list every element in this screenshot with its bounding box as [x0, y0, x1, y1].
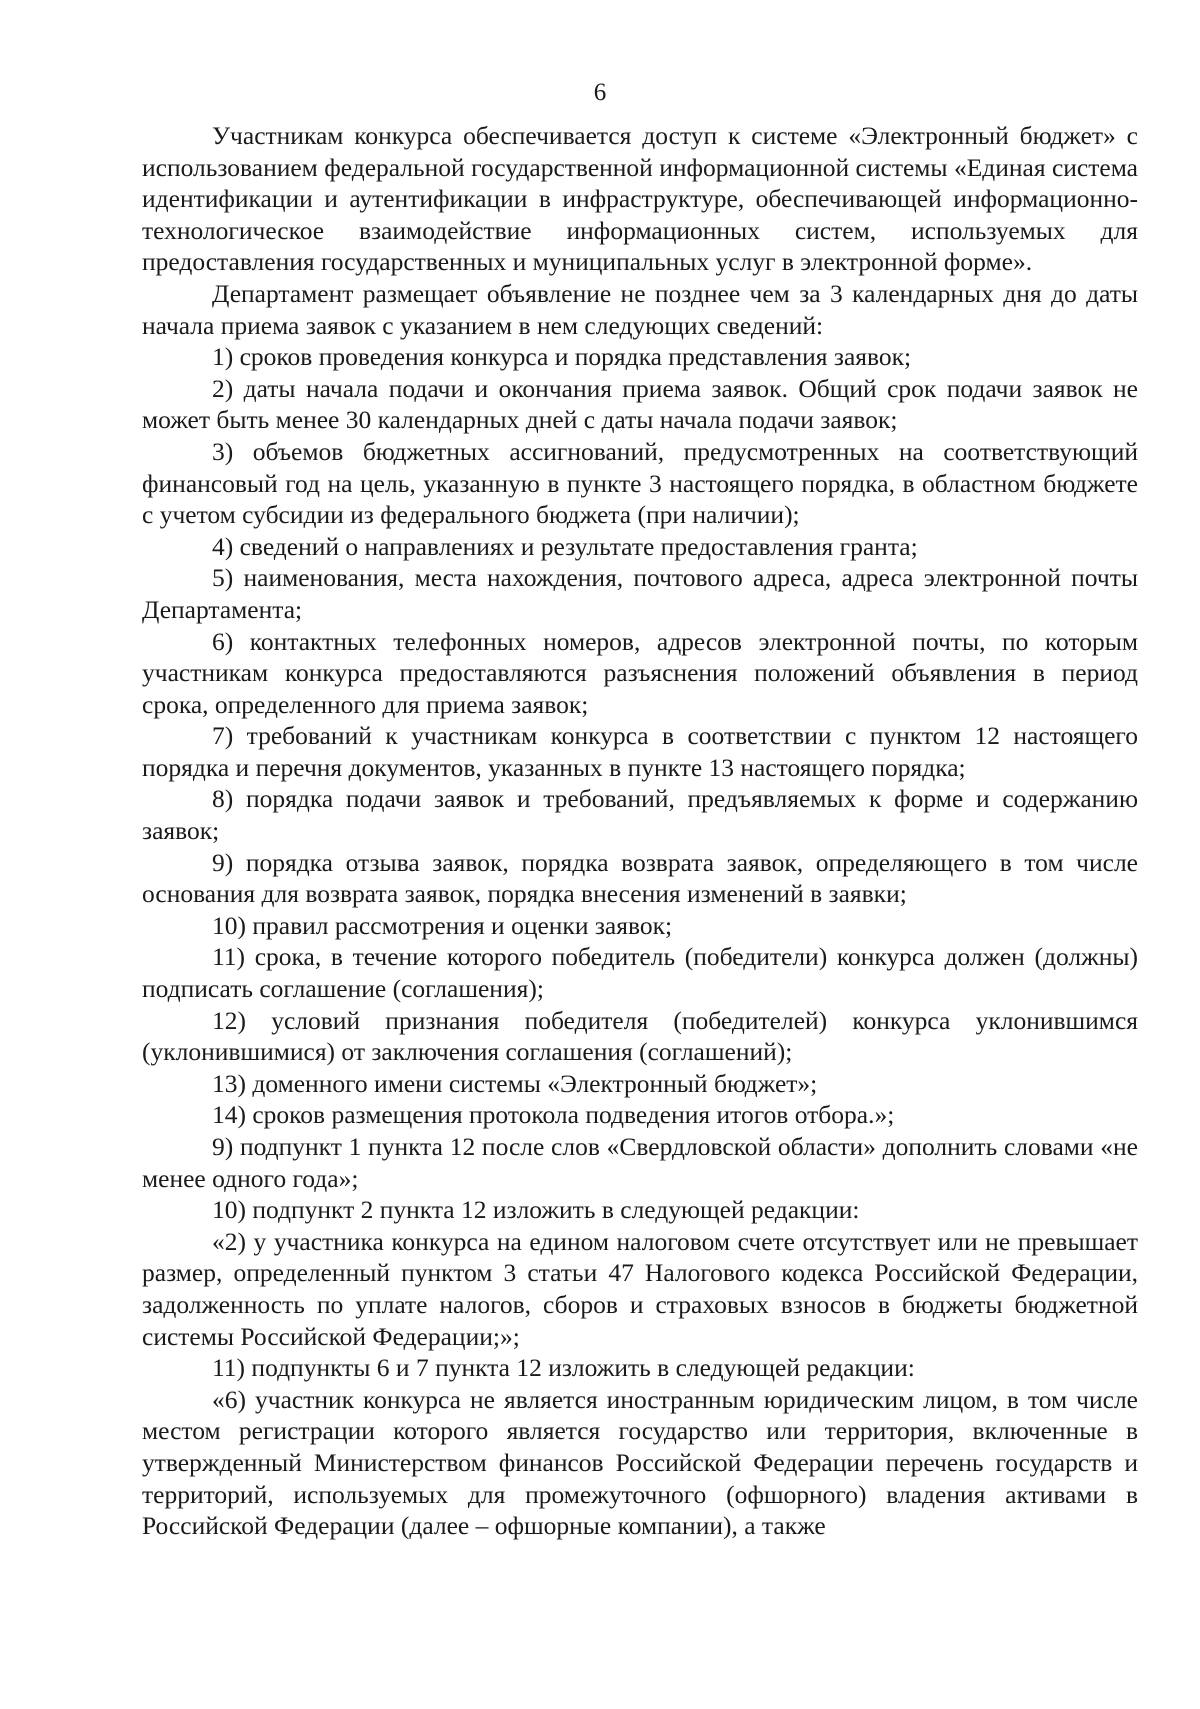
paragraph: Департамент размещает объявление не позднее чем за 3 календарных дня до даты начала приема заявок с указанием в нем следующих сведений: — [142, 278, 1138, 340]
list-item: 9) порядка отзыва заявок, порядка возврата заявок, определяющего в том числе основания для возврата заявок, порядка внесения изменений в заявки; — [142, 847, 1138, 909]
list-item: 13) доменного имени системы «Электронный бюджет»; — [212, 1068, 818, 1098]
list-item: 12) условий признания победителя (победителей) конкурса уклонившимся (уклонившимися) от заключения соглашения (соглашений); — [142, 1005, 1138, 1067]
list-item: 14) сроков размещения протокола подведения итогов отбора.»; — [212, 1100, 895, 1130]
list-item: 10) правил рассмотрения и оценки заявок; — [212, 910, 673, 940]
amendment-item: 11) подпункты 6 и 7 пункта 12 изложить в следующей редакции: — [212, 1353, 915, 1383]
list-item: 1) сроков проведения конкурса и порядка представления заявок; — [212, 342, 912, 372]
document-body — [142, 120, 1138, 1542]
paragraph: Участникам конкурса обеспечивается доступ к системе «Электронный бюджет» с использованием федеральной государственной информационной системы «Единая система идентификации и аутентификации в инфраструктуре, обеспечивающей информационно-технологическое взаимодействие информационных систем, используемых для предоставления государственных и муниципальных услуг в электронной форме». — [142, 121, 1138, 277]
page-number: 6 — [593, 79, 607, 106]
list-item: 8) порядка подачи заявок и требований, предъявляемых к форме и содержанию заявок; — [142, 784, 1138, 846]
amendment-text: «2) у участника конкурса на едином налоговом счете отсутствует или не превышает размер, определенный пунктом 3 статьи 47 Налогового кодекса Российской Федерации, задолженность по уплате налогов, сборов и страховых взносов в бюджеты бюджетной системы Российской Федерации;»; — [142, 1226, 1138, 1351]
list-item: 3) объемов бюджетных ассигнований, предусмотренных на соответствующий финансовый год на цель, указанную в пункте 3 настоящего порядка, в областном бюджете с учетом субсидии из федерального бюджета (при наличии); — [142, 436, 1138, 530]
list-item: 2) даты начала подачи и окончания приема заявок. Общий срок подачи заявок не может быть менее 30 календарных дней с даты начала подачи заявок; — [142, 373, 1138, 435]
list-item: 5) наименования, места нахождения, почтового адреса, адреса электронной почты Департамента; — [142, 563, 1138, 624]
list-item: 7) требований к участникам конкурса в соответствии с пунктом 12 настоящего порядка и перечня документов, указанных в пункте 13 настоящего порядка; — [142, 721, 1138, 782]
amendment-item: 10) подпункт 2 пункта 12 изложить в следующей редакции: — [212, 1195, 860, 1225]
list-item: 6) контактных телефонных номеров, адресов электронной почты, по которым участникам конкурса предоставляются разъяснения положений объявления в период срока, определенного для приема заявок; — [142, 626, 1138, 719]
amendment-item: 9) подпункт 1 пункта 12 после слов «Свердловской области» дополнить словами «не менее одного года»; — [142, 1132, 1138, 1193]
list-item: 4) сведений о направлениях и результате предоставления гранта; — [212, 531, 918, 561]
amendment-text: «6) участник конкурса не является иностранным юридическим лицом, в том числе местом регистрации которого является государство или территория, включенные в утвержденный Министерством финансов Российской Федерации перечень государств и территорий, используемых для промежуточного (офшорного) владения активами в Российской Федерации (далее – офшорные компании), а также — [142, 1384, 1138, 1541]
list-item: 11) срока, в течение которого победитель (победители) конкурса должен (должны) подписать соглашение (соглашения); — [142, 942, 1138, 1004]
